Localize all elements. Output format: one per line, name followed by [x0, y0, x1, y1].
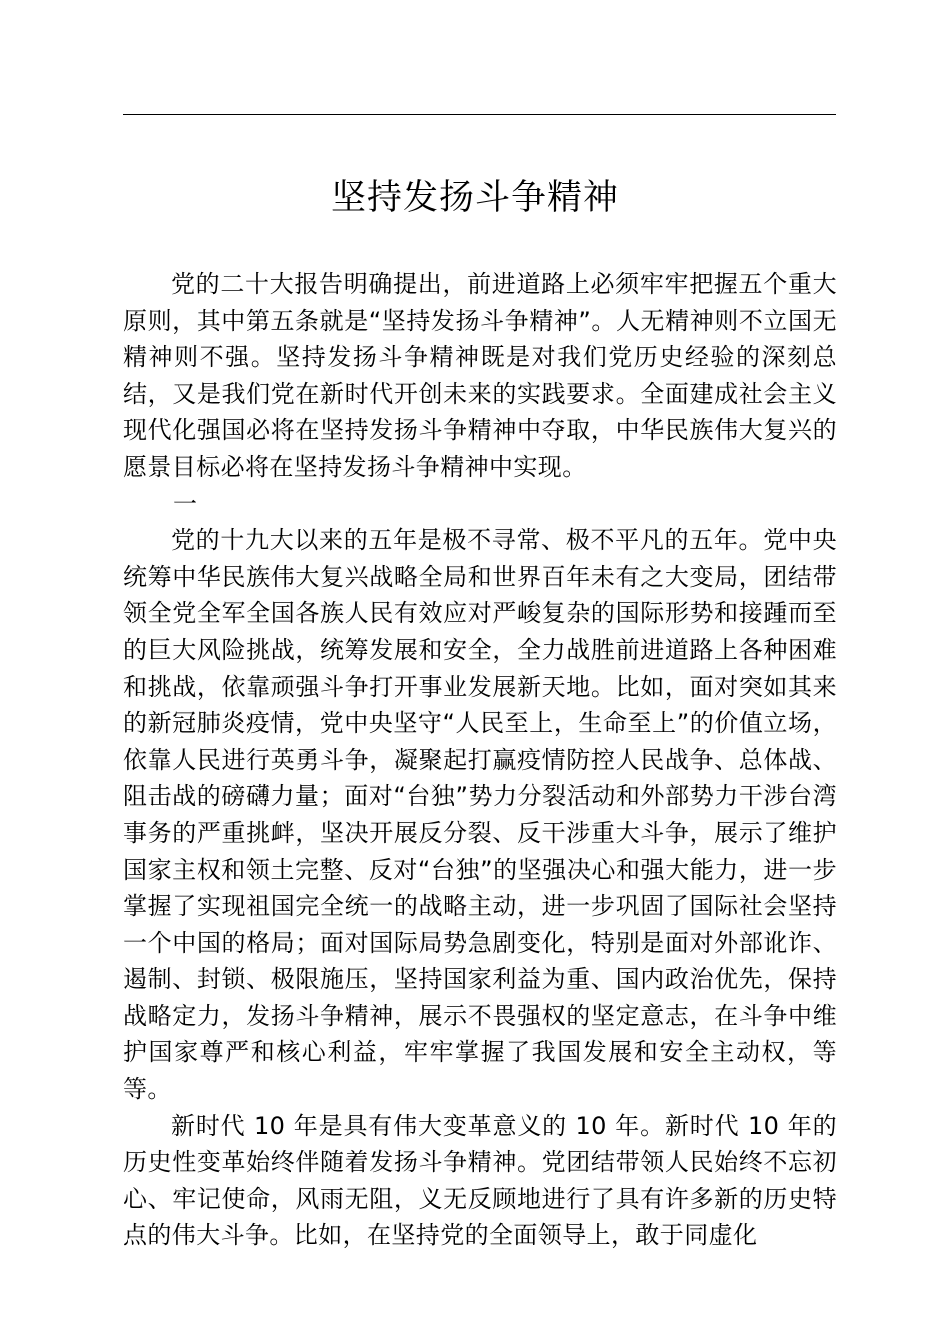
- document-title: 坚持发扬斗争精神: [330, 178, 619, 218]
- section-number: 一: [173, 489, 197, 518]
- document-body: [123, 266, 837, 1254]
- top-rule-divider: [123, 114, 836, 115]
- paragraph-new-era: 新时代 10 年是具有伟大变革意义的 10 年。新时代 10 年的历史性变革始终伴随着发扬斗争精神。党团结带领人民始终不忘初心、牢记使命，风雨无阻，义无反顾地进行了具有许多新的历史特点的伟大斗争。比如，在坚持党的全面领导上，敢于同虚化: [123, 1111, 837, 1250]
- paragraph-intro: 党的二十大报告明确提出，前进道路上必须牢牢把握五个重大原则，其中第五条就是“坚持发扬斗争精神”。人无精神则不立国无精神则不强。坚持发扬斗争精神既是对我们党历史经验的深刻总结，又是我们党在新时代开创未来的实践要求。全面建成社会主义现代化强国必将在坚持发扬斗争精神中夺取，中华民族伟大复兴的愿景目标必将在坚持发扬斗争精神中实现。: [123, 270, 837, 481]
- paragraph-five-years: 党的十九大以来的五年是极不寻常、极不平凡的五年。党中央统筹中华民族伟大复兴战略全局和世界百年未有之大变局，团结带领全党全军全国各族人民有效应对严峻复杂的国际形势和接踵而至的巨大风险挑战，统筹发展和安全，全力战胜前进道路上各种困难和挑战，依靠顽强斗争打开事业发展新天地。比如，面对突如其来的新冠肺炎疫情，党中央坚守“人民至上，生命至上”的价值立场，依靠人民进行英勇斗争，凝聚起打赢疫情防控人民战争、总体战、阻击战的磅礴力量；面对“台独”势力分裂活动和外部势力干涉台湾事务的严重挑衅，坚决开展反分裂、反干涉重大斗争，展示了维护国家主权和领土完整、反对“台独”的坚强决心和强大能力，进一步掌握了实现祖国完全统一的战略主动，进一步巩固了国际社会坚持一个中国的格局；面对国际局势急剧变化，特别是面对外部讹诈、遏制、封锁、极限施压，坚持国家利益为重、国内政治优先，保持战略定力，发扬斗争精神，展示不畏强权的坚定意志，在斗争中维护国家尊严和核心利益，牢牢掌握了我国发展和安全主动权，等等。: [123, 526, 837, 1104]
